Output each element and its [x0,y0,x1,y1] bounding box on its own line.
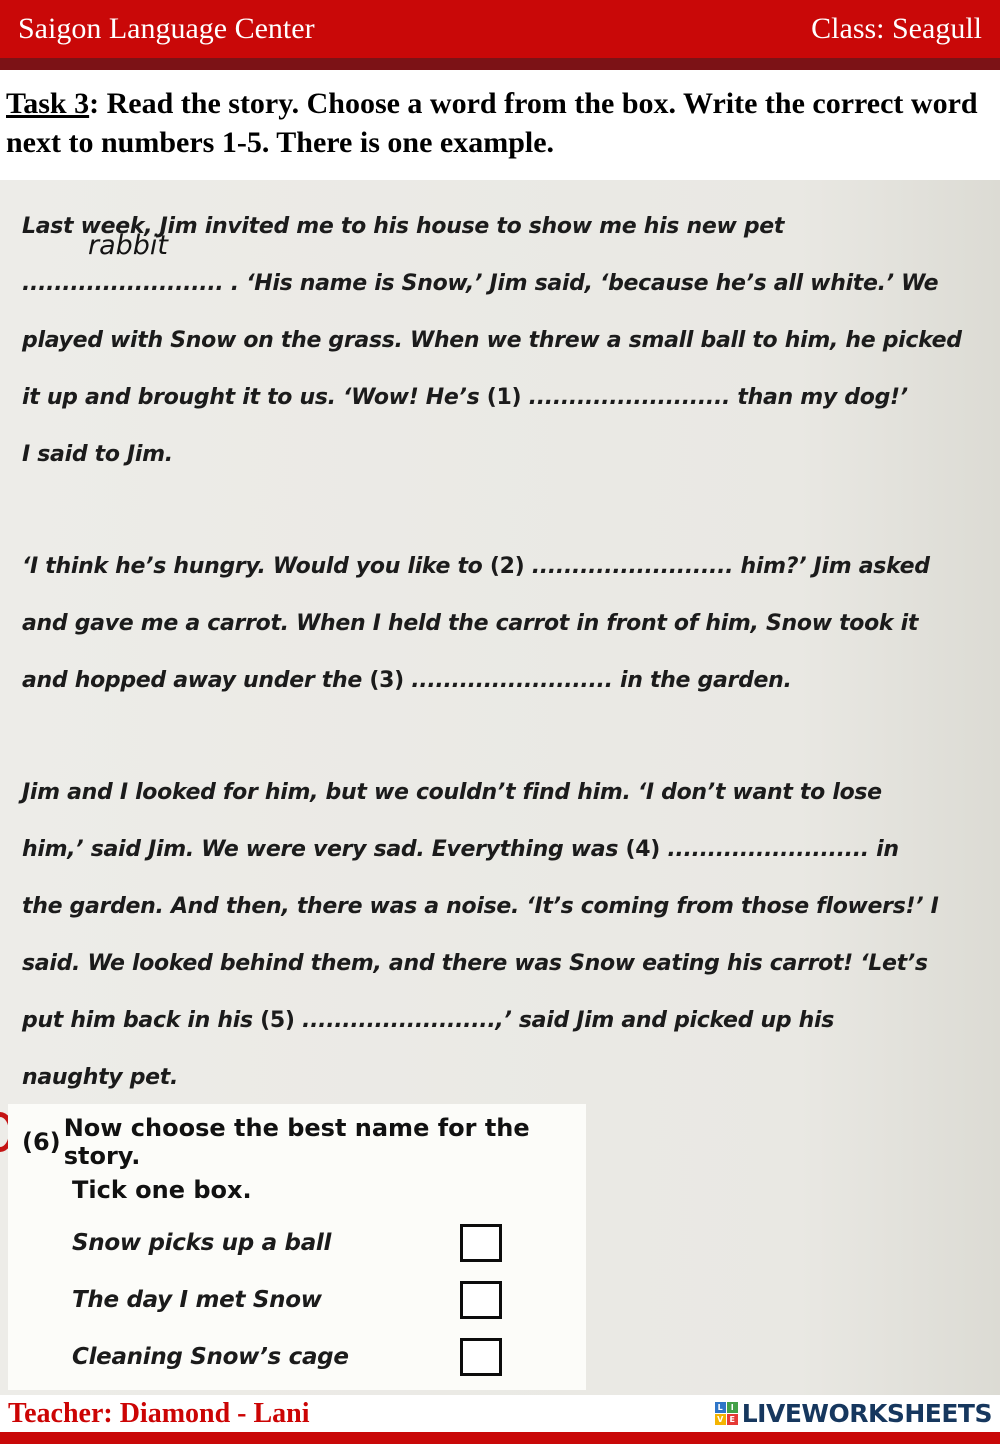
story-line: said. We looked behind them, and there was Snow eating his carrot! ‘Let’s [22,951,928,976]
q6-option-label: Cleaning Snow’s cage [72,1343,349,1370]
story-line: it up and brought it to us. ‘Wow! He’s (1) ......................... than my dog!’ [22,385,908,410]
task-instruction [0,70,990,180]
example-answer-field[interactable]: rabbit [88,230,169,261]
q6-option-label: The day I met Snow [72,1286,322,1313]
q6-option-checkbox[interactable] [460,1224,502,1262]
story-line: Last week, Jim invited me to his house to show me his new pet [22,214,785,239]
story-line: and gave me a carrot. When I held the carrot in front of him, Snow took it [22,611,919,636]
bottom-bar [0,1432,1000,1444]
story-line: I said to Jim. [22,442,173,467]
story-line: him,’ said Jim. We were very sad. Everything was (4) ......................... in [22,837,899,862]
header-bar [0,0,1000,58]
brand-tile: I [727,1402,738,1413]
q6-option-row [72,1214,586,1271]
tick-instruction: Tick one box. [72,1176,252,1204]
q6-option-checkbox[interactable] [460,1281,502,1319]
q6-option-checkbox[interactable] [460,1338,502,1376]
brand-name: LIVEWORKSHEETS [741,1399,992,1428]
liveworksheets-icon [715,1402,738,1425]
teacher-label: Teacher: Diamond - Lani [8,1397,310,1429]
story-line: ‘I think he’s hungry. Would you like to (2) ......................... him?’ Jim asked [22,554,930,579]
class-label: Class: Seagull [811,12,982,45]
question-prompt: Now choose the best name for the story. [63,1114,530,1170]
q6-option-row [72,1328,586,1385]
task-number: Task 3 [6,87,90,120]
brand-tile: E [727,1414,738,1425]
brand-tile: L [715,1402,726,1413]
story-line: the garden. And then, there was a noise. ‘It’s coming from those flowers!’ I [22,894,939,919]
story-line: Jim and I looked for him, but we couldn’t find him. ‘I don’t want to lose [22,780,882,805]
footer [0,1395,1000,1432]
story [0,180,1000,1106]
question-number: (6) [22,1128,61,1156]
q6-option-row [72,1271,586,1328]
school-name: Saigon Language Center [18,12,315,45]
liveworksheets-logo[interactable] [715,1399,992,1428]
brand-tile: V [715,1414,726,1425]
q6-option-label: Snow picks up a ball [72,1229,332,1256]
story-line: put him back in his (5) ........................,’ said Jim and picked up his [22,1008,835,1033]
divider-line [0,58,1000,70]
story-line: played with Snow on the grass. When we threw a small ball to him, he picked [22,328,962,353]
q6-options [72,1214,586,1385]
story-paragraph [22,764,994,1106]
question-6-header [22,1114,586,1170]
worksheet-scan [0,180,1000,1395]
story-line: and hopped away under the (3) ......................... in the garden. [22,668,792,693]
story-line: ......................... . ‘His name is Snow,’ Jim said, ‘because he’s all white.’ We [22,271,939,296]
question-6 [8,1104,586,1390]
story-paragraph [22,538,994,709]
story-line: naughty pet. [22,1065,179,1090]
task-text: : Read the story. Choose a word from the box. Write the correct word next to numbers 1-5. There is one example. [6,87,978,159]
